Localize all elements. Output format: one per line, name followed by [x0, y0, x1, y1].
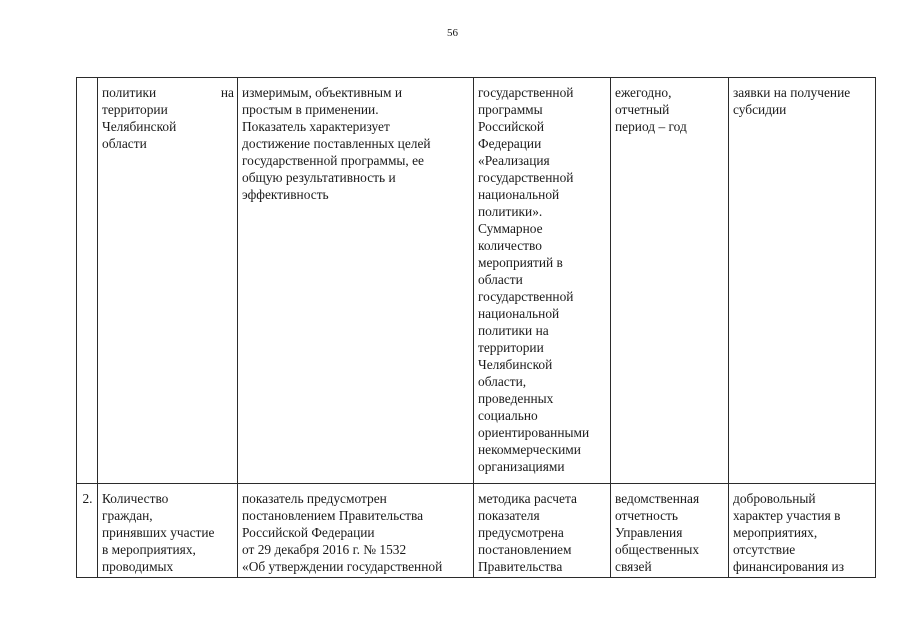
cell-lines [733, 84, 872, 118]
text-line: государственной программы, ее [242, 153, 424, 168]
text-line: государственной [478, 85, 574, 100]
text-line: программы [478, 102, 543, 117]
indicator-name-cell [98, 484, 238, 578]
note-cell [729, 78, 876, 484]
cell-lines [478, 84, 607, 475]
text-line: Челябинской [102, 119, 177, 134]
cell-lines [733, 490, 872, 575]
text-line: территории [478, 340, 544, 355]
method-cell [474, 78, 611, 484]
justified-line [102, 84, 234, 101]
text-line: ведомственная [615, 491, 700, 506]
text-line: государственной [478, 289, 574, 304]
cell-lines [242, 490, 470, 575]
text-line: области [102, 136, 147, 151]
text-line: субсидии [733, 102, 787, 117]
text-line: отчетность [615, 508, 678, 523]
source-cell [611, 78, 729, 484]
text-line: заявки на получение [733, 85, 851, 100]
text-line: эффективность [242, 187, 329, 202]
text-line: политики». [478, 204, 543, 219]
cell-lines [242, 84, 470, 203]
text-line: политики на [478, 323, 549, 338]
indicator-table [76, 77, 876, 578]
justification-cell [238, 78, 474, 484]
cell-lines [102, 101, 234, 152]
text-line: принявших участие [102, 525, 215, 540]
text-line: Правительства [478, 559, 563, 574]
indicator-name-cell [98, 78, 238, 484]
row-number-cell [77, 78, 98, 484]
text-line: отсутствие [733, 542, 796, 557]
text-line: Количество [102, 491, 169, 506]
cell-lines [615, 84, 725, 135]
text-line: организациями [478, 459, 565, 474]
text-line: Управления [615, 525, 683, 540]
text-line: отчетный [615, 102, 670, 117]
text-line: «Об утверждении государственной [242, 559, 443, 574]
cell-lines [102, 490, 234, 575]
text-line: Показатель характеризует [242, 119, 390, 134]
text-line: постановлением [478, 542, 572, 557]
table-row [77, 484, 876, 578]
text-line: общественных [615, 542, 700, 557]
text-line: на [220, 85, 234, 100]
text-line: Суммарное [478, 221, 543, 236]
text-line: общую результативность и [242, 170, 396, 185]
text-line: измеримым, объективным и [242, 85, 403, 100]
text-line: количество [478, 238, 542, 253]
text-line: национальной [478, 187, 560, 202]
text-line: финансирования из [733, 559, 845, 574]
text-line: добровольный [733, 491, 816, 506]
source-cell [611, 484, 729, 578]
text-line: проводимых [102, 559, 174, 574]
text-line: мероприятиях, [733, 525, 818, 540]
text-line: национальной [478, 306, 560, 321]
text-line: связей [615, 559, 652, 574]
cell-lines [615, 490, 725, 575]
text-line: Челябинской [478, 357, 553, 372]
text-line: социально [478, 408, 538, 423]
text-line: области, [478, 374, 527, 389]
text-line: Российской [478, 119, 544, 134]
text-line: проведенных [478, 391, 554, 406]
text-line: территории [102, 102, 168, 117]
text-line: период – год [615, 119, 687, 134]
text-line: мероприятий в [478, 255, 563, 270]
text-line: политики [102, 85, 157, 100]
text-line: Федерации [478, 136, 542, 151]
text-line: граждан, [102, 508, 153, 523]
text-line: «Реализация [478, 153, 550, 168]
text-line: показатель предусмотрен [242, 491, 387, 506]
text-line: постановлением Правительства [242, 508, 424, 523]
text-line: простым в применении. [242, 102, 379, 117]
text-line: характер участия в [733, 508, 841, 523]
text-line: от 29 декабря 2016 г. № 1532 [242, 542, 407, 557]
text-line: предусмотрена [478, 525, 564, 540]
table-row [77, 78, 876, 484]
page-number: 56 [447, 27, 458, 39]
text-line: ежегодно, [615, 85, 672, 100]
text-line: достижение поставленных целей [242, 136, 431, 151]
text-line: Российской Федерации [242, 525, 375, 540]
cell-lines [478, 490, 607, 575]
text-line: ориентированными [478, 425, 590, 440]
text-line: в мероприятиях, [102, 542, 196, 557]
row-number-cell: 2. [77, 484, 98, 578]
method-cell [474, 484, 611, 578]
justification-cell [238, 484, 474, 578]
text-line: методика расчета [478, 491, 577, 506]
text-line: области [478, 272, 523, 287]
note-cell [729, 484, 876, 578]
text-line: некоммерческими [478, 442, 581, 457]
text-line: государственной [478, 170, 574, 185]
text-line: показателя [478, 508, 540, 523]
